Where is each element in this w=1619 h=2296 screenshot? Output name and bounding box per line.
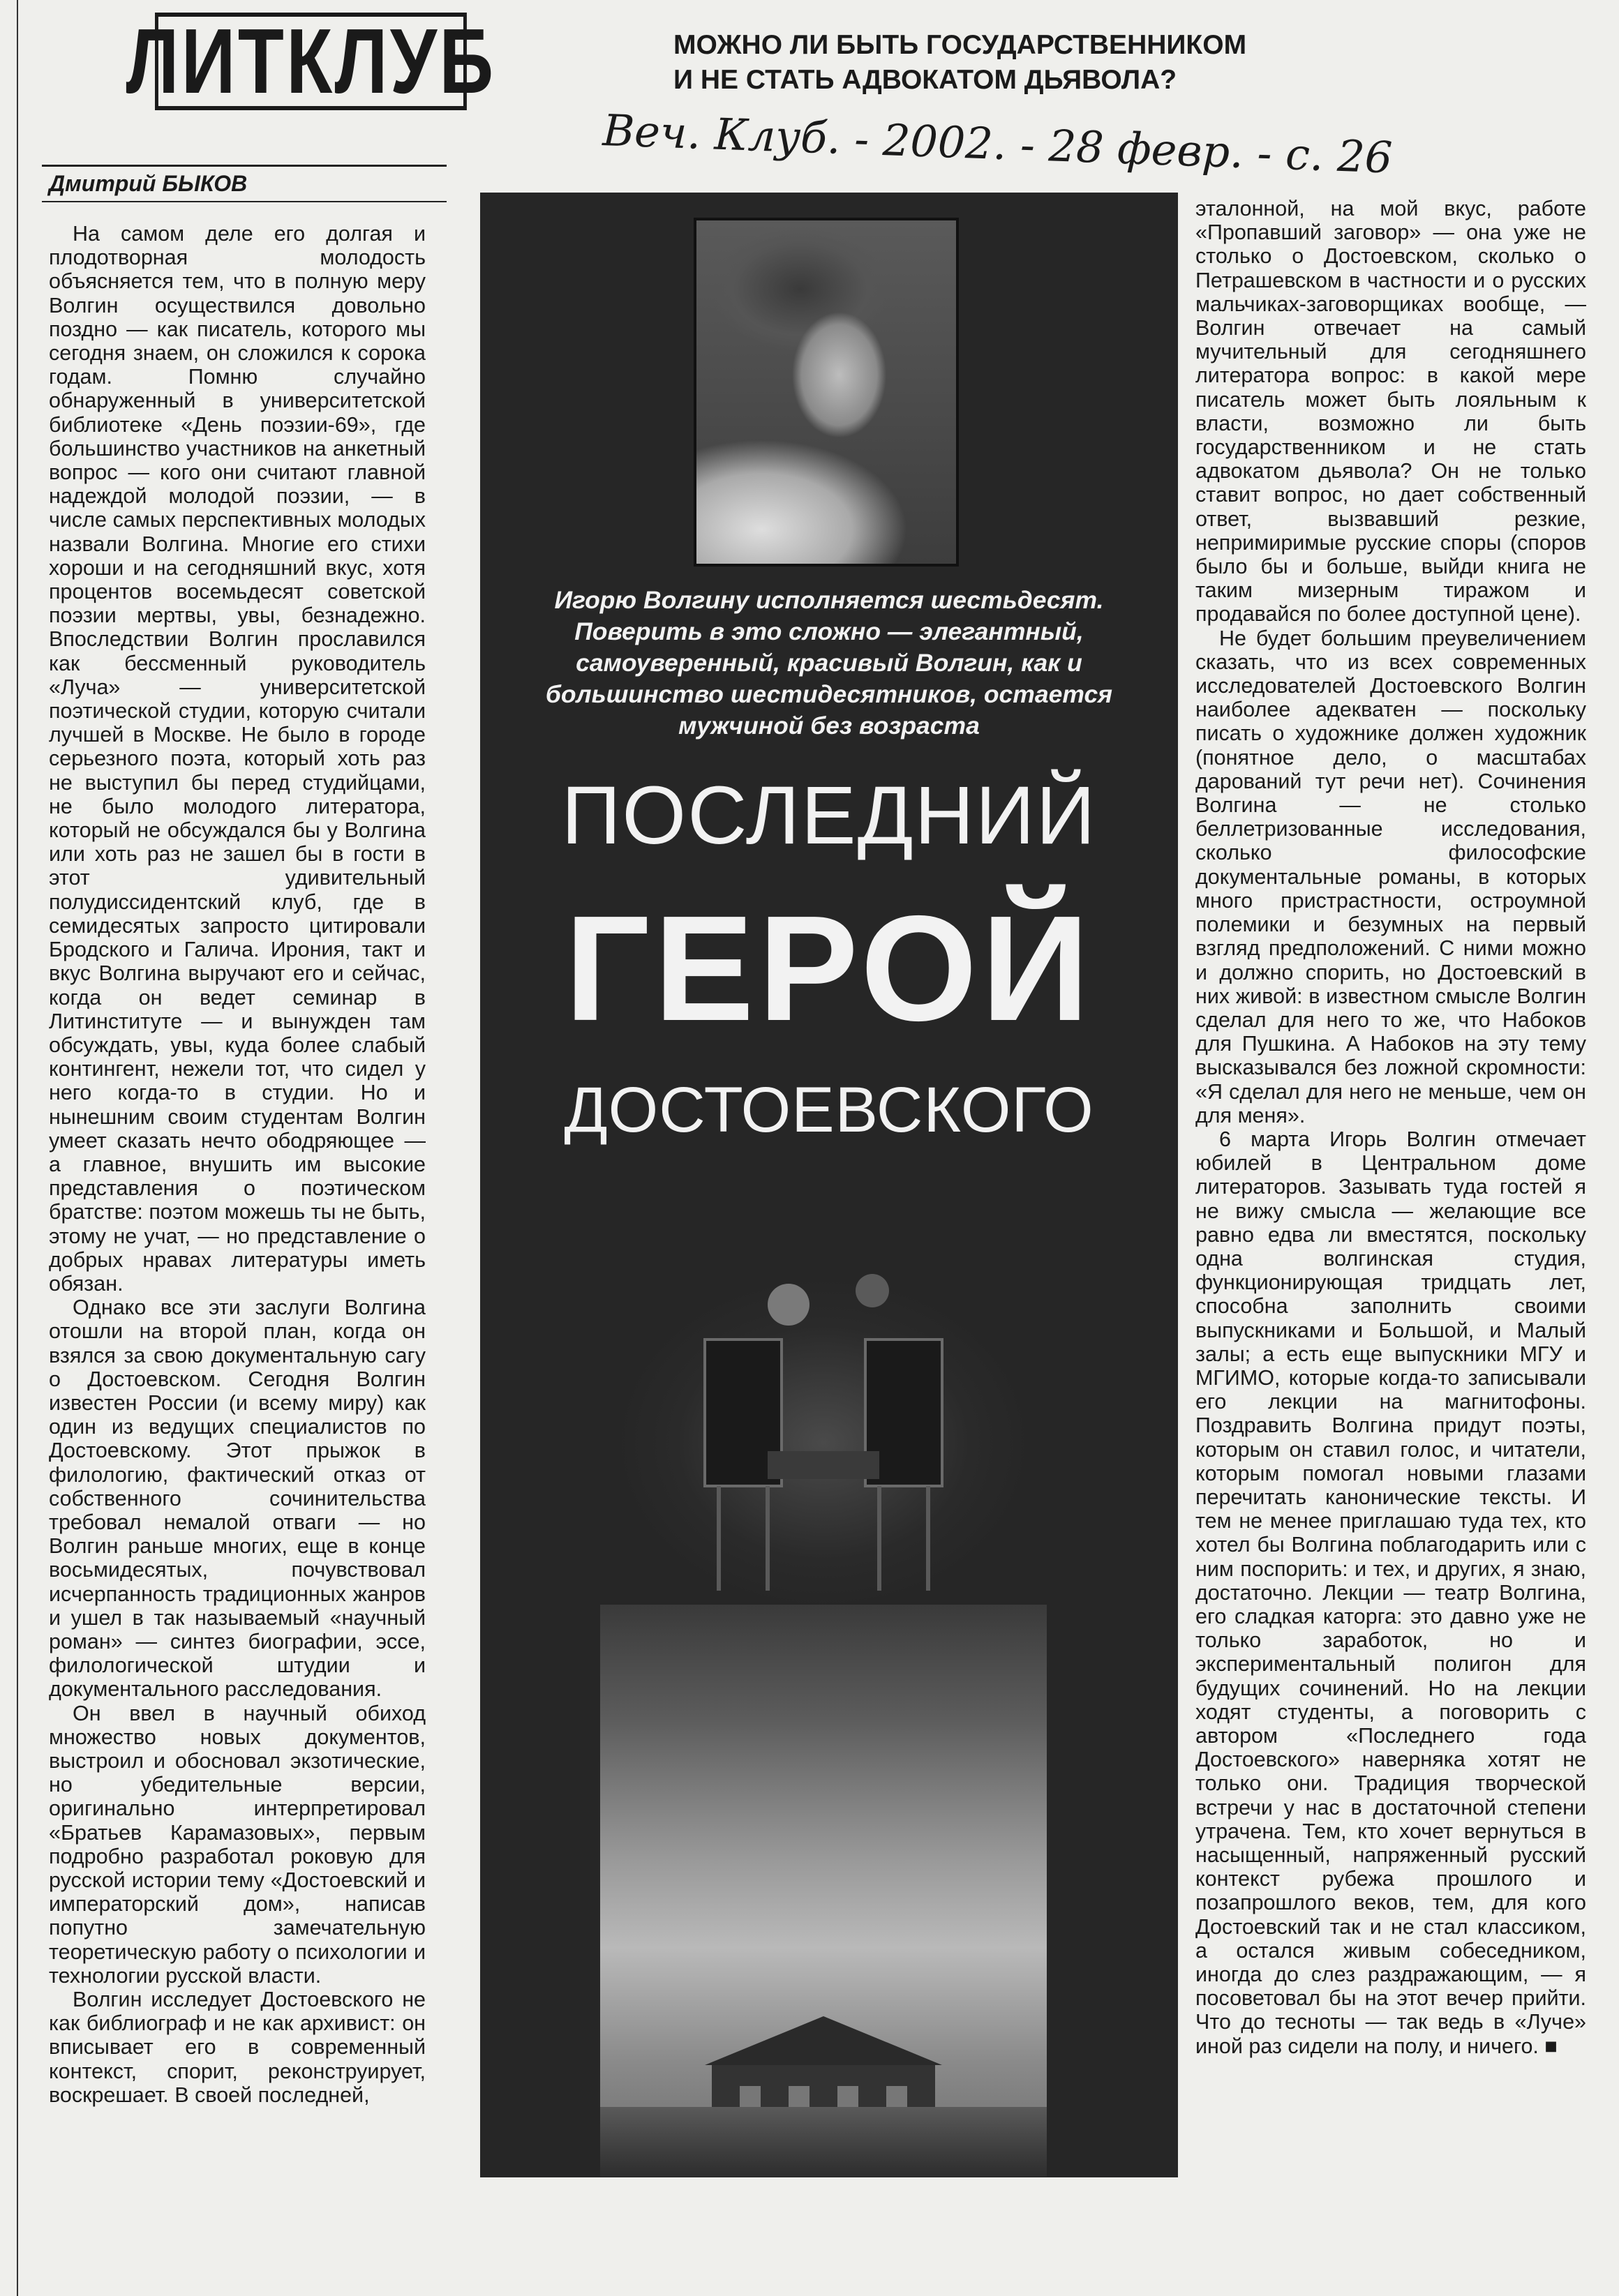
paragraph: На самом деле его долгая и плодотворная молодость объясняется тем, что в полную меру Волгин осуществился довольно поздно — как писатель, которого мы сегодня знаем, он сложился к сорока годам. Помню случайно обнаруженный в университетской библиотеке «День поэзии-69», где большинство участников на анкетный вопрос — кого они считают главной надеждой молодой поэзии, — в числе самых перспективных молодых назвали Волгина. Многие его стихи хороши и на сегодняшний вкус, хотя процентов восемьдесят советской поэзии мертвы, увы, безнадежно. Впоследствии Волгин прославился как бессменный руководитель «Луча» — университетской поэтической студии, которую считали лучшей в Москве. Не было в городе серьезного поэта, который хоть раз не выступил бы перед студийцами, не было молодого литератора, который не обсуждался бы у Волгина или хоть раз не зашел бы в гости в этот удивительный полудиссидентский клуб, где в семидесятых запросто цитировали Бродского и Галича. Ирония, такт и вкус Волгина выручают его и сейчас, когда он ведет семинар в Литинституте — и вынужден там обсуждать, увы, куда более слабый контингент, нежели тот, что сидел у него когда-то в студии. Но и нынешним своим студентам Волгин умеет сказать нечто ободряющее — а главное, внушить им высокие представления о поэтическом братстве: поэтом можешь ты не быть, этому не учат, — но представление о добрых нравах литературы иметь обязан. xyxy=(49,222,426,1296)
paragraph: Однако все эти заслуги Волгина отошли на второй план, когда он взялся за свою документальную сагу о Достоевском. Сегодня Волгин известен России (и всему миру) как один из ведущих специалистов по Достоевскому. Этот прыжок в филологию, фактический отказ от собственного сочинительства требовал немалой отваги — но Волгин раньше многих, еще в конце восьмидесятых, почувствовал исчерпанность традиционных жанров и ушел в так называемый «научный роман» — синтез биографии, эссе, филологической штудии и документального расследования. xyxy=(49,1296,426,1702)
house-illustration xyxy=(600,1605,1047,2177)
title-line-2: ГЕРОЙ xyxy=(565,884,1094,1052)
author-rule-top xyxy=(42,165,447,167)
headline xyxy=(673,28,1469,98)
headline-line-2: И НЕ СТАТЬ АДВОКАТОМ ДЬЯВОЛА? xyxy=(673,65,1177,95)
title-line-3: ДОСТОЕВСКОГО xyxy=(564,1074,1094,1146)
paragraph: Волгин исследует Достоевского не как библиограф и не как архивист: он вписывает его в современный контекст, спорит, реконструирует, воскрешает. В своей последней, xyxy=(49,1988,426,2107)
lede-text: Игорю Волгину исполняется шестьдесят. Поверить в это сложно — элегантный, самоуверенный, красивый Волгин, как и большинство шестидесятников, остается мужчиной без возраста xyxy=(545,586,1113,740)
margin-rule xyxy=(17,0,18,2296)
article-column-right xyxy=(1195,197,1586,2058)
handwritten-note: Веч. Клуб. - 2002. - 28 февр. - с. 26 xyxy=(602,105,1394,183)
paragraph: 6 марта Игорь Волгин отмечает юбилей в Центральном доме литераторов. Зазывать туда гостей я не вижу смысла — желающие все равно едва ли вместятся, поскольку одна волгинская студия, функционирующая тридцать лет, способна заполнить своими выпускниками и Большой, и Малый залы; а есть еще выпускники МГУ и МГИМО, которые когда-то записывали его лекции на магнитофоны. Поздравить Волгина придут поэты, которым он ставил голос, и читатели, которым помогал новыми глазами перечитать канонические тексты. И тем не менее приглашаю туда тех, кто хотел бы Волгина поблагодарить или с ним поспорить: и тех, и других, я знаю, достаточно. Лекции — театр Волгина, его сладкая каторга: это давно уже не только заработок, но и экспериментальный полигон для будущих сочинений. Но на лекции ходят студенты, а поговорить с автором «Последнего года Достоевского» наверняка хотят не только они. Традиция творческой встречи у нас в достаточной степени утрачена. Тем, кто хочет вернуться в насыщенный, напряженный русский контекст рубежа прошлого и позапрошлого веков, тем, для кого Достоевский так и не стал классиком, а остался живым собеседником, иногда до слез раздражающим, — я посоветовал бы на этот вечер прийти. Что до тесноты — так ведь в «Луче» иной раз сидели на полу, и ничего. ■ xyxy=(1195,1127,1586,2058)
article-column-left xyxy=(49,222,426,2107)
paragraph: эталонной, на мой вкус, работе «Пропавший заговор» — она уже не столько о Достоевском, сколько о Петрашевском в частности и о русских мальчиках-заговорщиках вообще, — Волгин отвечает на самый мучительный для сегодняшнего литератора вопрос: в какой мере писатель может быть лояльным к власти, возможно ли быть государственником и не стать адвокатом дьявола? Он не только ставит вопрос, но дает собственный ответ, вызвавший резкие, непримиримые русские споры (споров было бы и больше, выйди книга не таким мизерным тиражом и продавайся по более доступной цене). xyxy=(1195,197,1586,626)
portrait-photo xyxy=(694,218,959,567)
author-byline: Дмитрий БЫКОВ xyxy=(49,171,248,196)
rubric-label: ЛИТКЛУБ xyxy=(126,10,496,112)
headline-line-1: МОЖНО ЛИ БЫТЬ ГОСУДАРСТВЕННИКОМ xyxy=(673,30,1247,60)
title-line-1: ПОСЛЕДНИЙ xyxy=(561,770,1097,862)
chairs-illustration xyxy=(600,1228,1047,1619)
sky-photo xyxy=(600,1605,1047,2177)
ground-strip xyxy=(600,2107,1047,2177)
chairs-scene-image xyxy=(600,1228,1047,1619)
author-rule-bottom xyxy=(42,201,447,202)
paragraph: Он ввел в научный обиход множество новых документов, выстроил и обосновал экзотические, но убедительные версии, оригинально интерпретировал «Братьев Карамазовых», первым подробно разработал роковую для русской истории тему «Достоевский и императорский дом», написав попутно замечательную теоретическую работу о психологии и технологии русской власти. xyxy=(49,1701,426,1988)
paragraph: Не будет большим преувеличением сказать, что из всех современных исследователей Достоевского Волгин наиболее адекватен — поскольку писать о художнике должен художник (понятное дело, о масштабах дарований тут речи нет). Сочинения Волгина — не столько беллетризованные исследования, сколько философские документальные романы, в которых много пристрастности, остроумной полемики и безумных на первый взгляд предположений. С ними можно и должно спорить, но Достоевский в них живой: в известном смысле Волгин сделал для него то же, что Набоков для Пушкина. А Набоков на эту тему высказывался без ложной скромности: «Я сделал для него не меньше, чем он для меня». xyxy=(1195,626,1586,1127)
